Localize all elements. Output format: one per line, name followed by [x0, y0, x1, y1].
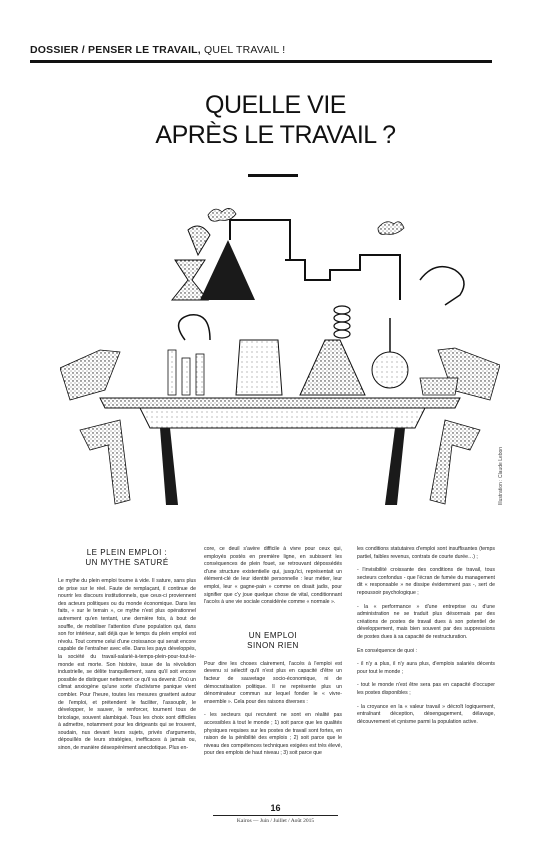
round-flask	[372, 352, 408, 388]
subhead-2-line-1: UN EMPLOI	[248, 630, 298, 640]
header-separator: /	[78, 44, 89, 56]
pipe-right	[285, 255, 400, 300]
subhead-1-line-2: UN MYTHE SATURÉ	[85, 558, 169, 567]
column-3-paragraph-3: - la « performance » d'une entreprise ou d'une administration ne se traduit plus désormais par des créations de postes de travail dues à son potentiel de développement, mais bien souvent par des suppressions de postes dues à sa capacité de restructuration.	[357, 603, 495, 640]
table-leg-right	[385, 428, 405, 505]
curved-tube	[179, 315, 210, 340]
person-left-legs	[80, 420, 130, 504]
footer-rule	[213, 815, 338, 816]
conical-flask-dark	[200, 240, 255, 300]
table-top	[100, 398, 460, 408]
column-1	[58, 548, 196, 753]
coil	[334, 306, 350, 338]
article-title-line-2: APRÈS LE TRAVAIL ?	[155, 121, 396, 149]
column-2-body-2: Pour dire les choses clairement, l'accès à l'emploi est devenu si sélectif qu'il n'est plus en capacité d'être un facteur de sauvetage socio-économique, ni de démocratisation politique. Il ne représente plus un dénominateur commun sur lequel fonder le « vivre-ensemble ». Cela pour des raisons diverses :	[204, 660, 342, 705]
spiral-tube	[420, 267, 464, 305]
subhead-1	[58, 548, 196, 568]
column-3-paragraph-5: - il n'y a plus, il n'y aura plus, d'emplois salariés décents pour tout le monde ;	[357, 661, 495, 675]
table-leg-left	[160, 428, 178, 505]
column-3-paragraph-7: - la croyance en la « valeur travail » décroît logiquement, entraînant déception, désengagement, délavage, découvrement et cynisme parmi la population active.	[357, 703, 495, 725]
table-apron	[140, 408, 425, 428]
column-2-body-1: core, ce deuil s'avère difficile à vivre pour ceux qui, employés postés en première ligne, en subissent les conséquences de plein fouet, se retrouvant dépossédés d'une structure existentielle qui, jusqu'ici, représentait un élément-clé de leur identité personnelle : leur métier, leur emploi, leur « gagne-pain » comme on disait jadis, pour signifier que c'y joue quelque chose de vital, conditionnant l'accès à une vie sociale considérée comme « normale ».	[204, 546, 342, 606]
header-rule	[30, 60, 492, 63]
section-topic: PENSER LE TRAVAIL,	[88, 44, 201, 56]
beaker-center	[236, 340, 282, 395]
column-2-body-3: - les secteurs qui recrutent ne sont en réalité pas accessibles à tout le monde ; 1) soit parce que les qualités physiques requises sur les postes de travail sont fortes, en raison de la pénibilité des emplois ; 2) soit parce que le niveau des compétences techniques exigées est très élevé, pour des emplois de haut niveau ; 3) soit parce que	[204, 712, 342, 757]
hourglass-flask	[172, 260, 208, 300]
pipe-left	[230, 220, 300, 260]
subhead-2-line-2: SINON RIEN	[247, 640, 299, 650]
column-3-paragraph-2: - l'invisibilité croissante des conditions de travail, tous secteurs confondus - que l'écran de fumée du management dit « responsable » ne dissipe évidemment pas -, sert de repoussoir psychologique ;	[357, 567, 495, 596]
column-3-paragraph-1: les conditions statutaires d'emploi sont insuffisantes (temps partiel, faibles revenus, contrats de courte durée…) ;	[357, 546, 495, 560]
person-right-legs	[430, 420, 480, 504]
article-title-line-1: QUELLE VIE	[205, 91, 346, 119]
subhead-2	[204, 631, 342, 651]
section-header	[30, 44, 285, 56]
test-tube-2	[182, 358, 190, 395]
section-label: DOSSIER	[30, 44, 79, 56]
column-3-paragraph-4: En conséquence de quoi :	[357, 647, 417, 654]
test-tube-3	[196, 354, 204, 395]
erlenmeyer-right	[300, 340, 365, 395]
section-topic-light: QUEL TRAVAIL !	[200, 44, 286, 56]
test-tube-1	[168, 350, 176, 395]
funnel	[188, 226, 210, 255]
laboratory-table-illustration	[60, 200, 500, 518]
page-number: 16	[270, 803, 281, 813]
illustration-credit: Illustration : Claude Lebon	[498, 446, 504, 505]
smoke-right	[378, 222, 404, 235]
column-1-body: Le mythe du plein emploi tourne à vide. Il sature, sans plus de prise sur le réel. Faute de remplaçant, il continue de nourrir les discours institutionnels, que ceux-ci proviennent des acteurs politiques ou du monde économique. Dans les faits, « sur le terrain », ce mythe n'est plus opérationnel autrement qu'en tentant, une dernière fois, à bout de souffle, de mobiliser l'attention d'une population qui, dans son for intérieur, sait déjà que le temps du plein emploi est révolu. Tout comme celui d'une croissance qui serait encore capable de l'entraîner avec elle. Dans les pays développés, la société du travail-salarié-à-temps-plein-pour-tout-le-monde est morte. Son histoire, issue de la révolution industrielle, se délite tranquillement, sans qu'il soit encore possible de distinguer nettement ce qu'il va devenir. D'où un climat anxiogène qu'une sorte d'activisme panique vient combler. Pour l'heure, toutes les mesures gravitent autour de l'emploi, et prétendent le faciliter, l'assouplir, le développer, le sauver, le renforcer, tournent tous de bricolage, souvent alambiqué. Tous les choix sont difficiles à admettre, notamment pour les dirigeants qui se trouvent, soudain, nus devant leurs sujets, privés d'arguments, dépouillés de leurs stratégies, inefficaces à jamais ou, sinon, de manière désespérément anecdotique. Plus en-	[58, 578, 196, 752]
title-underline	[248, 174, 298, 177]
column-3	[357, 546, 495, 732]
publication-imprint: Kairos — Juin / Juillet / Août 2015	[236, 818, 315, 824]
column-3-paragraph-6: - tout le monde n'est être sera pas en capacité d'occuper les postes disponibles ;	[357, 682, 495, 696]
column-2	[204, 546, 342, 758]
subhead-1-line-1: LE PLEIN EMPLOI :	[86, 548, 168, 557]
person-left-arm	[60, 350, 120, 400]
tray	[420, 378, 458, 395]
